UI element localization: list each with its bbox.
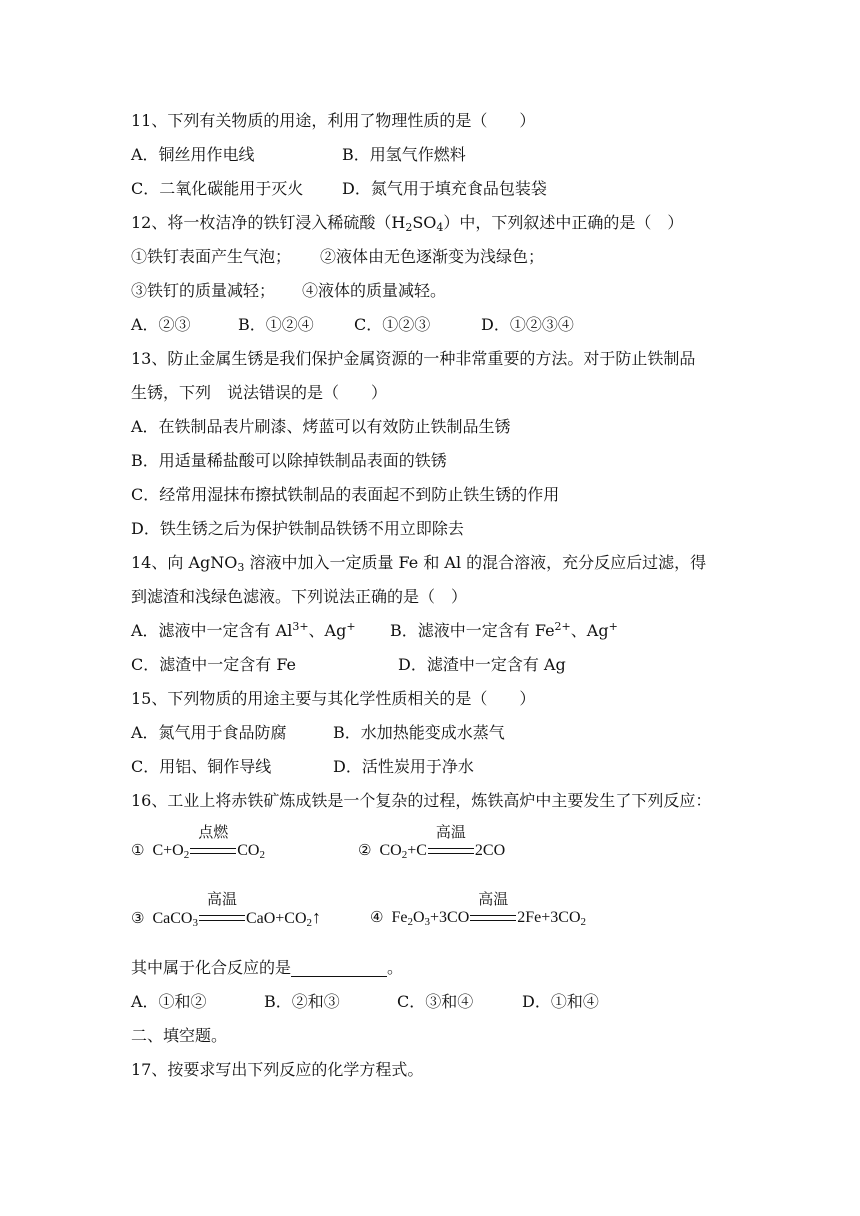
q15-option-c: C．用铝、铜作导线 xyxy=(131,757,272,776)
q11-option-d: D．氮气用于填充食品包装袋 xyxy=(342,179,547,198)
q12-option-b: B．①②④ xyxy=(238,315,314,334)
gas-arrow-icon: ↑ xyxy=(312,907,322,927)
q13-option-c: C．经常用湿抹布擦拭铁制品的表面起不到防止铁生锈的作用 xyxy=(131,485,560,504)
q14-option-b: B．滤液中一定含有 $Fe^{2+}$、Ag+ xyxy=(390,620,618,640)
q12-option-c: C．①②③ xyxy=(354,315,431,334)
q15-stem: 15、下列物质的用途主要与其化学性质相关的是（ ） xyxy=(131,689,536,708)
q13-option-d: D．铁生锈之后为保护铁制品铁锈不用立即除去 xyxy=(131,519,464,538)
q13-option-a: A．在铁制品表片刷漆、烤蓝可以有效防止铁制品生锈 xyxy=(131,417,511,436)
q13-stem-line2: 生锈，下列 说法错误的是（ ） xyxy=(131,383,388,402)
reaction-3: ③ CaCO$_3$ 高温 $CaO+CO_2↑$ xyxy=(131,890,322,929)
reaction-3-condition: 高温 xyxy=(199,907,245,927)
reaction-3-number: ③ xyxy=(131,909,145,927)
q14-option-c: C．滤渣中一定含有 Fe xyxy=(131,655,297,674)
q14-option-a: A．滤液中一定含有 $Al^{3+}$、Ag+ xyxy=(131,620,356,640)
q12-stem: 12、将一枚洁净的铁钉浸入稀硫酸$(H_2SO_4)$中，下列叙述中正确的是（ ） xyxy=(131,213,684,234)
section-heading: 二、填空题。 xyxy=(131,1026,228,1045)
q14-option-d: D．滤渣中一定含有 Ag xyxy=(398,655,566,674)
reaction-4: ④ $Fe_2O_3+3CO$ 高温 $2Fe+3CO_2$ xyxy=(370,890,587,928)
reaction-1: ① $C+O_2$ 点燃 $CO_2$ xyxy=(131,823,265,861)
q16-option-d: D．①和④ xyxy=(522,992,599,1011)
q14-stem-line1: 14、向 AgNO$_3$ 溶液中加入一定质量 Fe 和 Al 的混合溶液，充分反应后过滤，得 xyxy=(131,553,707,574)
q16-option-c: C．③和④ xyxy=(397,992,474,1011)
q15-option-d: D．活性炭用于净水 xyxy=(333,757,474,776)
reaction-4-condition: 高温 xyxy=(470,907,516,927)
q15-option-b: B．水加热能变成水蒸气 xyxy=(333,723,505,742)
reaction-1-number: ① xyxy=(131,841,145,859)
q16-option-b: B．②和③ xyxy=(264,992,340,1011)
q12-option-a: A．②③ xyxy=(131,315,191,334)
reaction-2: ② $CO_2+C$ 高温 2CO xyxy=(358,823,506,861)
q16-option-a: A．①和② xyxy=(131,992,207,1011)
reaction-4-number: ④ xyxy=(370,908,384,926)
q12-option-d: D．①②③④ xyxy=(481,315,574,334)
q11-stem: 11、下列有关物质的用途，利用了物理性质的是（ ） xyxy=(131,111,536,130)
answer-blank[interactable] xyxy=(291,958,387,977)
q13-stem-line1: 13、防止金属生锈是我们保护金属资源的一种非常重要的方法。对于防止铁制品 xyxy=(131,349,696,368)
q11-option-a: A．铜丝用作电线 xyxy=(131,145,255,164)
q12-statement-3: ③铁钉的质量减轻； xyxy=(131,281,276,300)
q12-statement-4: ④液体的质量减轻。 xyxy=(302,281,447,300)
q11-option-b: B．用氢气作燃料 xyxy=(342,145,466,164)
q16-stem: 16、工业上将赤铁矿炼成铁是一个复杂的过程，炼铁高炉中主要发生了下列反应： xyxy=(131,791,712,810)
q13-option-b: B．用适量稀盐酸可以除掉铁制品表面的铁锈 xyxy=(131,451,447,470)
reaction-1-condition: 点燃 xyxy=(190,840,236,860)
q12-statement-1: ①铁钉表面产生气泡； xyxy=(131,247,292,266)
q15-option-a: A．氮气用于食品防腐 xyxy=(131,723,287,742)
reaction-2-condition: 高温 xyxy=(428,840,474,860)
q17-stem: 17、按要求写出下列反应的化学方程式。 xyxy=(131,1060,424,1079)
q14-stem-line2: 到滤渣和浅绿色滤液。下列说法正确的是（ ） xyxy=(131,587,468,606)
q12-statement-2: ②液体由无色逐渐变为浅绿色； xyxy=(320,247,545,266)
reaction-2-number: ② xyxy=(358,841,372,859)
q11-option-c: C．二氧化碳能用于灭火 xyxy=(131,179,304,198)
q16-question: 其中属于化合反应的是 。 xyxy=(131,958,404,977)
